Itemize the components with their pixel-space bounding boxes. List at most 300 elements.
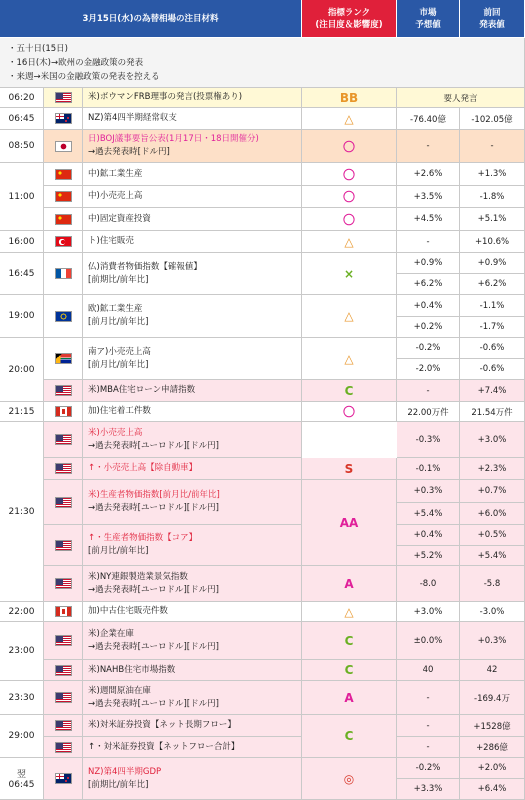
- time-label: 翌: [16, 770, 26, 780]
- previous-value: +5.1%: [477, 214, 507, 224]
- previous-value: -1.8%: [479, 191, 505, 202]
- forecast-cell: [397, 186, 460, 208]
- forecast-value: -: [426, 692, 430, 703]
- forecast-value: +3.3%: [413, 784, 443, 794]
- flag-za-icon: [55, 353, 72, 364]
- flag-us-icon: [55, 463, 72, 474]
- flag-us-icon: [55, 497, 72, 508]
- flag-cn-icon: [55, 214, 72, 225]
- event-cell: [83, 737, 302, 758]
- forecast-cell: [397, 758, 460, 779]
- time-label: 19:00: [8, 311, 35, 321]
- time-cell: [0, 715, 44, 758]
- rank-cell: [302, 208, 397, 231]
- previous-cell: [460, 422, 525, 458]
- time-label: 11:00: [8, 191, 35, 202]
- previous-value: +286億: [476, 743, 508, 753]
- previous-cell: [460, 660, 525, 681]
- time-label: 23:00: [8, 646, 35, 656]
- event-cell: [83, 338, 302, 380]
- event-name: 米)小売売上高: [88, 427, 143, 438]
- event-subline: →過去発表時[ユーロドル][ドル円]: [88, 698, 219, 709]
- flag-nz-icon: [55, 773, 72, 784]
- flag-cell: [44, 602, 83, 622]
- rank-header: [302, 0, 397, 38]
- time-label: 22:00: [8, 606, 35, 617]
- flag-us-icon: [55, 692, 72, 703]
- event-name: 加)住宅着工件数: [88, 406, 151, 416]
- forecast-cell: [397, 681, 460, 715]
- rank-cell: [302, 253, 397, 295]
- forecast-cell: [397, 402, 460, 422]
- previous-cell: [460, 231, 525, 253]
- flag-fr-icon: [55, 268, 72, 279]
- forecast-cell: [397, 779, 460, 800]
- time-cell: [0, 231, 44, 253]
- event-cell: [83, 108, 302, 130]
- previous-cell: [460, 779, 525, 800]
- event-cell: [83, 715, 302, 737]
- previous-cell: [460, 402, 525, 422]
- previous-cell: [460, 359, 525, 380]
- previous-value: +0.5%: [477, 530, 507, 540]
- forecast-cell: [397, 602, 460, 622]
- event-name: 加)中古住宅販売件数: [88, 606, 168, 616]
- event-name: ↑・対米証券投資【ネットフロー合計】: [88, 741, 240, 752]
- rank-cell: [302, 295, 397, 338]
- forecast-value: +5.4%: [413, 508, 443, 519]
- event-cell: [83, 380, 302, 402]
- rank-badge: ◎: [343, 771, 355, 786]
- previous-cell: [460, 163, 525, 186]
- rank-badge: 〇: [342, 139, 355, 154]
- event-name: ↑・小売売上高【除自動車】: [88, 463, 198, 473]
- time-cell: [0, 622, 44, 681]
- previous-value: +1528億: [473, 721, 511, 732]
- previous-cell: [460, 681, 525, 715]
- rank-cell: [302, 660, 397, 681]
- event-cell: [83, 163, 302, 186]
- rank-badge: AA: [339, 515, 359, 530]
- event-subline: →過去発表時[ユーロドル][ドル円]: [88, 503, 219, 513]
- event-name: 米)ボウマンFRB理事の発言(投票権あり): [88, 92, 243, 102]
- flag-ca-icon: [55, 606, 72, 617]
- previous-cell: [460, 737, 525, 758]
- flag-us-icon: [55, 92, 72, 103]
- rank-badge: △: [344, 111, 354, 126]
- rank-cell: [302, 681, 397, 715]
- rank-badge: C: [344, 663, 354, 677]
- forecast-value: -0.2%: [415, 763, 441, 773]
- event-subline: [前期比/前年比]: [88, 274, 149, 285]
- forecast-value: -: [426, 720, 430, 731]
- forecast-value: +3.0%: [413, 606, 443, 617]
- forecast-cell: [397, 660, 460, 681]
- time-cell: [0, 108, 44, 130]
- forecast-cell: [397, 130, 460, 163]
- rank-cell: [302, 338, 397, 380]
- rank-cell: [302, 88, 397, 108]
- forecast-cell: [397, 359, 460, 380]
- forecast-cell: [397, 503, 460, 525]
- flag-us-icon: [55, 434, 72, 445]
- rank-badge: △: [344, 309, 354, 323]
- flag-us-icon: [55, 635, 72, 646]
- forecast-value: +4.5%: [413, 214, 443, 224]
- rank-badge: 〇: [342, 167, 355, 182]
- event-name: 米)企業在庫: [88, 628, 134, 639]
- rank-badge: 〇: [342, 190, 355, 204]
- previous-value: +10.6%: [474, 236, 510, 247]
- event-cell: [83, 186, 302, 208]
- forecast-cell: [397, 622, 460, 660]
- rank-badge: 〇: [342, 212, 355, 227]
- forecast-value: -0.2%: [415, 343, 441, 353]
- rank-badge: ×: [343, 266, 355, 281]
- previous-value: 21.54万件: [471, 407, 513, 418]
- event-name: NZ)第4四半期経常収支: [88, 113, 177, 123]
- rank-header-line2: (注目度＆影響度): [315, 19, 383, 30]
- flag-cell: [44, 758, 83, 800]
- forecast-value: +2.6%: [413, 169, 443, 179]
- flag-us-icon: [55, 720, 72, 731]
- flag-cell: [44, 295, 83, 338]
- previous-value: -5.8: [483, 578, 501, 589]
- event-cell: [83, 602, 302, 622]
- previous-cell: [460, 622, 525, 660]
- flag-cell: [44, 208, 83, 231]
- previous-cell: [460, 253, 525, 274]
- forecast-cell: [397, 566, 460, 602]
- rank-cell: [302, 231, 397, 253]
- previous-cell: [460, 274, 525, 295]
- event-subline: →過去発表時[ユーロドル][ドル円]: [88, 641, 219, 652]
- forecast-cell: [397, 422, 460, 458]
- time-cell: [0, 758, 44, 800]
- flag-cell: [44, 108, 83, 130]
- previous-value: +1.3%: [477, 169, 507, 179]
- previous-value: +2.3%: [477, 463, 507, 474]
- rank-badge: △: [344, 604, 354, 619]
- event-cell: [83, 253, 302, 295]
- forecast-cell: [397, 338, 460, 359]
- time-label: 06:45: [8, 780, 35, 790]
- forecast-cell: [397, 208, 460, 231]
- event-subline: [前月比/前年比]: [88, 317, 149, 327]
- forecast-cell: [397, 480, 460, 503]
- previous-value: 42: [486, 665, 498, 675]
- flag-cell: [44, 338, 83, 380]
- forecast-value: +0.3%: [413, 486, 443, 496]
- flag-cell: [44, 163, 83, 186]
- forecast-value: +3.5%: [413, 191, 443, 202]
- forecast-cell: [397, 274, 460, 295]
- flag-us-icon: [55, 665, 72, 676]
- event-name: 米)NAHB住宅市場指数: [88, 664, 176, 675]
- forecast-header-line1: 市場: [419, 7, 437, 18]
- forecast-value: +0.9%: [413, 258, 443, 268]
- previous-cell: [460, 208, 525, 231]
- forecast-cell: [397, 231, 460, 253]
- rank-badge: C: [344, 633, 354, 648]
- rank-header-line1: 指標ランク: [327, 7, 371, 18]
- flag-cn-icon: [55, 169, 72, 180]
- flag-tr-icon: [55, 236, 72, 247]
- forecast-value: ±0.0%: [413, 635, 443, 646]
- flag-ca-icon: [55, 406, 72, 417]
- flag-cell: [44, 737, 83, 758]
- event-cell: [83, 458, 302, 480]
- event-cell: [83, 295, 302, 338]
- previous-cell: [460, 380, 525, 402]
- rank-cell: [302, 715, 397, 758]
- forecast-cell: [397, 108, 460, 130]
- flag-us-icon: [55, 540, 72, 551]
- event-name: 米)対米証券投資【ネット長期フロー】: [88, 720, 236, 730]
- flag-cell: [44, 681, 83, 715]
- previous-value: +5.4%: [477, 550, 507, 561]
- rank-badge: △: [344, 351, 354, 366]
- time-label: 23:30: [8, 692, 35, 703]
- flag-nz-icon: [55, 113, 72, 124]
- flag-us-icon: [55, 578, 72, 589]
- event-subline: [前月比/前年比]: [88, 546, 149, 556]
- rank-badge: BB: [339, 90, 359, 105]
- forecast-value: +0.4%: [413, 300, 443, 311]
- time-label: 06:45: [8, 113, 35, 124]
- previous-cell: [460, 525, 525, 546]
- event-cell: [83, 681, 302, 715]
- flag-cell: [44, 622, 83, 660]
- time-label: 08:50: [8, 141, 35, 151]
- forecast-cell: [397, 295, 460, 317]
- event-name: 米)MBA住宅ローン申請指数: [88, 385, 196, 395]
- flag-cell: [44, 231, 83, 253]
- event-subline: →過去発表時[ユーロドル][ドル円]: [88, 440, 219, 451]
- rank-badge: S: [344, 461, 354, 476]
- time-cell: [0, 88, 44, 108]
- event-cell: [83, 402, 302, 422]
- forecast-value: -8.0: [419, 578, 437, 589]
- previous-value: +6.0%: [477, 508, 507, 519]
- event-subline: →過去発表時[ユーロドル][ドル円]: [88, 584, 219, 595]
- previous-cell: [460, 317, 525, 338]
- previous-cell: [460, 186, 525, 208]
- time-label: 21:15: [8, 406, 35, 417]
- flag-cell: [44, 715, 83, 737]
- previous-cell: [460, 338, 525, 359]
- time-label: 21:30: [8, 506, 35, 517]
- rank-cell: [302, 130, 397, 163]
- event-cell: [83, 231, 302, 253]
- forecast-header-line2: 予想値: [415, 19, 441, 30]
- event-cell: [83, 130, 302, 163]
- forecast-value: -76.40億: [410, 114, 446, 125]
- previous-header-line2: 発表値: [479, 19, 505, 30]
- previous-cell: [460, 546, 525, 566]
- rank-badge: A: [344, 690, 354, 705]
- flag-cell: [44, 566, 83, 602]
- event-name: 米)NY連銀製造業景気指数: [88, 571, 188, 582]
- event-name: NZ)第4四半期GDP: [88, 766, 162, 777]
- flag-cell: [44, 660, 83, 681]
- forecast-value: +6.2%: [413, 279, 443, 289]
- time-label: 20:00: [8, 364, 35, 375]
- forecast-value: +5.2%: [413, 550, 443, 561]
- event-cell: [83, 758, 302, 800]
- previous-value: +0.9%: [477, 258, 507, 268]
- time-label: 16:00: [8, 236, 35, 247]
- event-name: 中)鉱工業生産: [88, 168, 143, 179]
- forecast-value: -: [426, 141, 430, 151]
- forecast-cell: [397, 163, 460, 186]
- event-cell: [83, 660, 302, 681]
- table-title-text: 3月15日(水)の為替相場の注目材料: [82, 13, 219, 24]
- note-line: ・五十日(15日): [8, 43, 68, 54]
- previous-value: -1.7%: [479, 322, 505, 332]
- event-subline: [前月比/前年比]: [88, 359, 149, 370]
- forecast-value: 40: [422, 665, 434, 675]
- previous-cell: [460, 602, 525, 622]
- notes-box: [0, 38, 525, 88]
- forecast-value: -0.3%: [415, 434, 441, 445]
- event-name: 中)小売売上高: [88, 191, 143, 201]
- forecast-cell: [397, 546, 460, 566]
- event-name: 欧)鉱工業生産: [88, 304, 143, 314]
- previous-value: +3.0%: [477, 434, 507, 445]
- event-cell: [83, 422, 302, 458]
- previous-cell: [460, 458, 525, 480]
- forecast-value: 22.00万件: [407, 407, 449, 418]
- rank-cell: [302, 458, 397, 480]
- time-cell: [0, 602, 44, 622]
- previous-cell: [460, 715, 525, 737]
- event-subline: [前期比/前年比]: [88, 779, 149, 790]
- flag-cell: [44, 480, 83, 525]
- event-name: 日)BOJ議事要旨公表(1月17日・18日開催分): [88, 134, 259, 144]
- flag-cell: [44, 253, 83, 295]
- time-cell: [0, 402, 44, 422]
- time-cell: [0, 295, 44, 338]
- previous-value: -102.05億: [471, 114, 513, 125]
- previous-value: +6.4%: [477, 784, 507, 794]
- previous-value: -1.1%: [479, 300, 505, 311]
- time-cell: [0, 163, 44, 231]
- previous-cell: [460, 503, 525, 525]
- rank-cell: [302, 108, 397, 130]
- forecast-value: 要人発言: [443, 93, 478, 104]
- forecast-cell: [397, 317, 460, 338]
- event-cell: [83, 622, 302, 660]
- previous-value: +0.3%: [477, 635, 507, 646]
- time-label: 06:20: [8, 92, 35, 103]
- rank-badge: △: [344, 234, 354, 249]
- note-line: ・16日(木)→欧州の金融政策の発表: [8, 57, 144, 68]
- forecast-cell: [397, 525, 460, 546]
- event-cell: [83, 208, 302, 231]
- flag-eu-icon: [55, 311, 72, 322]
- flag-cell: [44, 402, 83, 422]
- forecast-cell: [397, 715, 460, 737]
- rank-cell: [302, 622, 397, 660]
- flag-cn-icon: [55, 191, 72, 202]
- previous-value: +6.2%: [477, 279, 507, 289]
- forecast-cell: [397, 253, 460, 274]
- previous-cell: [460, 130, 525, 163]
- rank-badge: C: [344, 729, 354, 743]
- rank-badge: C: [344, 383, 354, 398]
- rank-badge: 〇: [342, 405, 355, 419]
- rank-cell: [302, 163, 397, 186]
- flag-us-icon: [55, 742, 72, 753]
- time-label: 29:00: [8, 731, 35, 741]
- flag-cell: [44, 525, 83, 566]
- rank-badge: A: [344, 576, 354, 591]
- rank-cell: [302, 186, 397, 208]
- time-cell: [0, 338, 44, 402]
- flag-cell: [44, 88, 83, 108]
- time-label: 16:45: [8, 268, 35, 279]
- event-name: 仏)消費者物価指数【確報値】: [88, 261, 202, 272]
- event-subline: →過去発表時[ドル円]: [88, 147, 170, 157]
- flag-cell: [44, 130, 83, 163]
- forecast-value: -2.0%: [415, 364, 441, 374]
- time-cell: [0, 130, 44, 163]
- forecast-cell: [397, 380, 460, 402]
- previous-value: +7.4%: [477, 385, 507, 396]
- previous-value: -0.6%: [479, 343, 505, 353]
- previous-value: -: [490, 141, 494, 151]
- flag-jp-icon: [55, 141, 72, 152]
- time-cell: [0, 422, 44, 602]
- flag-cell: [44, 380, 83, 402]
- forecast-cell: [397, 458, 460, 480]
- forecast-value: +0.2%: [413, 322, 443, 332]
- previous-cell: [460, 480, 525, 503]
- previous-value: +0.7%: [477, 486, 507, 496]
- previous-cell: [460, 295, 525, 317]
- event-name: 中)固定資産投資: [88, 213, 151, 224]
- rank-cell: [302, 480, 397, 566]
- rank-cell: [302, 402, 397, 422]
- previous-value: -0.6%: [479, 364, 505, 374]
- previous-cell: [460, 566, 525, 602]
- forecast-value: +0.4%: [413, 530, 443, 540]
- forecast-cell: [397, 737, 460, 758]
- event-cell: [83, 88, 302, 108]
- event-cell: [83, 566, 302, 602]
- rank-cell: [302, 758, 397, 800]
- event-name: 南ア)小売売上高: [88, 346, 151, 357]
- note-line: ・来週→米国の金融政策の発表を控える: [8, 71, 160, 82]
- forecast-header: [397, 0, 460, 38]
- previous-value: +2.0%: [477, 763, 507, 773]
- flag-cell: [44, 422, 83, 458]
- rank-cell: [302, 566, 397, 602]
- table-title: [0, 0, 302, 38]
- flag-us-icon: [55, 385, 72, 396]
- time-cell: [0, 253, 44, 295]
- event-name: ↑・生産者物価指数【コア】: [88, 533, 198, 543]
- previous-value: -169.4万: [474, 693, 510, 704]
- rank-cell: [302, 602, 397, 622]
- previous-cell: [460, 108, 525, 130]
- previous-header-line1: 前回: [483, 7, 501, 18]
- event-cell: [83, 525, 302, 566]
- event-name: 米)生産者物価指数[前月比/前年比]: [88, 490, 220, 500]
- event-cell: [83, 480, 302, 525]
- flag-cell: [44, 458, 83, 480]
